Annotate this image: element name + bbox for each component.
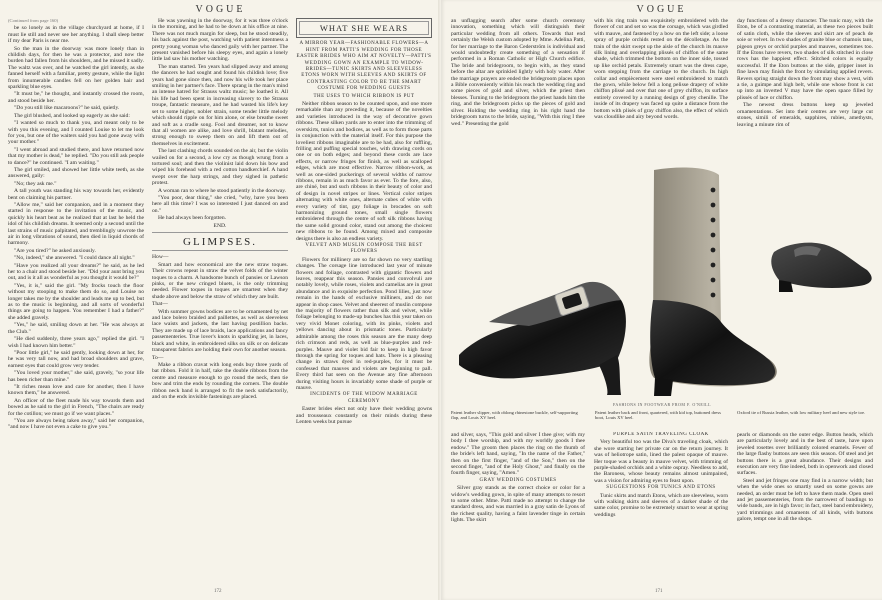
paragraph: "You poor, dear thing," she cried, "why, have you been here all this time? I was so interested I just danced on and on." [152, 194, 288, 214]
paragraph: with his ring train was exquisitely embroidered with the flower of cut and set so was the corsage, which was girdled with mauve, and fastened by a bow on the left side; a loose spray of purple orchids rested on the décolletage. As the train of the skirt swept up the aisle of the church its mauve silk lining and overlapping plissés of chiffon of the same shade, which trimmed the bottom on the inner side, tossed up like orchid petals. Extremely smart was the dress cape, worn stepping from the carriage to the church. Its high collar and empiècement were steel embroidered to match the gown, while below fell a long pelisse drapery of white chiffon plissé and over that one of grey chiffon, its surface entirely covered by a running design of grey chenille. The inside of its drapery was faced up quite a distance from the bottom with plisés of gray chiffon also, the effect of which was cloudlike and airy beyond words. [594, 18, 728, 121]
paragraph: be so lonely as in the village churchyard at home, if I must lie still and never see her anything. I shall sleep better if my dear Paris is near me. [8, 25, 144, 45]
section-subhead: GRAY WEDDING COSTUMES [479, 477, 557, 483]
divider [152, 232, 288, 233]
paragraph: The newest dress buttons keep up jeweled ornamentations. Set into their centres are very large cut stones, simili of emeralds, sapphires, rubies, amethysts, leaving a minute rim of [737, 102, 873, 128]
paragraph: So the man in the doorway was more lonely than in childish days, for then he was a protector, and now the burden had fallen from his shoulders, and he missed it sadly. The waltz was over, and he watched the girl intently, as she fanned herself with a familiar, pretty gesture, while the light from innumerable candles fell on her golden hair and sparkling blue eyes. [8, 45, 144, 91]
paragraph: The last clashing chords sounded on the air, but the violin wailed on for a second, a low cry as though wrung from a tortured soul; and then the violinist laid down his bow and wiped his forehead with a red cotton handkerchief. A hand swept over the harp strings, and they sighed in pathetic protest. [152, 148, 288, 187]
paragraph: The man started. Ten years had slipped away and among the dancers he had sought and found his childish love; five years had gone since then, and now his wife took her place smiling in her partner's face. There sprang in the man's mind an intense hatred for Strauss waltz music; he loathed it. All his life had been spent in increasing slavery to the Strauss troupe, fantastic measure, and he had wasted his life's key set to some higher, nobler strain, some tender little melody which should ripple on for him alone, or else breathe sweet and soft as a cradle song. Fool and dreamer, not to know that all women are alike, and love shrill, blatant melodies, strong enough to sweep them on and lift them out of themselves in excitement. [152, 63, 288, 147]
slipper-shoe [459, 282, 626, 395]
paragraph: "It must be," he thought, and instantly crossed the room, and stood beside her. [8, 91, 144, 104]
what-she-wears-title: WHAT SHE WEARS [299, 21, 429, 35]
section-subhead: INCIDENTS OF THE WIDOW MARRIAGE CEREMONY [310, 392, 418, 404]
section-subhead: VELVET AND MUSLIN COMPOSE THE BEST FLOWERS [305, 243, 423, 255]
how-heading: How— [152, 254, 169, 261]
column-story-1 [8, 18, 144, 584]
paragraph: "Do you still like macaroons?" he said, quietly. [14, 105, 120, 112]
paragraph: The girl smiled, and showed her little white teeth, as she answered, gaily: [8, 166, 144, 180]
column-story-2 [152, 18, 288, 584]
what-she-wears-box [296, 18, 432, 38]
paragraph: "Yes, it is," said the girl. "My frocks touch the floor without my stooping to make them do so, and Louise no longer takes me by the shoulder and leads me up to bed, but as to the music is beginning, and all sorts of wonderful things are going to happen. You remember I had a father?" she added gravely. [8, 282, 144, 321]
paragraph: "Allow me," said her companion, and in a moment they started in response to the invitation of the music, and quickly his heart beat as he realized that at last he held the idol of his childish dreams. It seemed only a second until the last strains of music palpitated, and tremblingly unwrote the air in long vibrations of sound, then died in liquid chords of harmony. [8, 201, 144, 247]
paragraph: "I wanted so much to thank you, and meant only to be with you this evening, and I counted Louise to let me look for you, but one of the waiters said you had gone away with your mother." [8, 120, 144, 146]
paragraph: Very beautiful too was the Diva's traveling cloak, which she wore starting her private car on the return journey. It was of heliotrope satin, lined the palest opaque of mauve. Her toque was a beauty in mauve velvet, with trimming of purple-shaded orchids and a white ospray. Needless to add, the Baroness, whose beauty remains almost unimpaired, was a vision for admiring eyes to feast upon. [594, 439, 728, 484]
boot-caption: Patent leather back and front, quartered, with kid top, buttoned dress boot, Louis XV heel. [595, 410, 721, 421]
column-7 [451, 432, 585, 582]
paragraph: An officer of the fleet made his way towards them and bowed as he said to the girl in French, "The chairs are ready for the cotillon; we must go if we want places." [8, 397, 144, 417]
paragraph: A woman ran to where he stood patiently in the doorway. [158, 187, 287, 194]
column-8 [594, 432, 728, 582]
oxford-caption: Oxford tie of Russia leather, with low military heel and new style toe. [737, 410, 866, 415]
to-paragraph: Make a ribbon cravat with long ends buy three yards of bat ribbon. Fold it in half, take the double ribbons from the centre and measure enough to go round the neck, then tie bow and trim the ends by rounding the corners. The double ribbon neck band is arranged to fit the neck satisfactorily, and on the ends invisible fastenings are placed. [152, 361, 288, 400]
paragraph: Steel and jet fringes one may find in a narrow width; but when the wide ones so smartly used on some gowns are needed, an order must be left to have them made. Open steel and jet passementeries, from the narrowest of bandings to wide bands, are in high favor; in fact, steel band embroidery, yard trimmings and ornaments of all kinds, with buttons galore, tempt one in all the shops. [737, 477, 873, 523]
paragraph: "You loved your mother," she said, gravely, "so your life has been richer than mine." [8, 370, 144, 383]
paragraph: "You are always being taken away," said her companion, "and now I have not even a cake to give you." [8, 417, 144, 431]
photo-caption: FASHIONS IN FOOTWEAR FROM F. O'NEILL [612, 402, 712, 407]
paragraph: and silver, says, "This gold and silver I thee give; with my body I thee worship, and with my worldly goods I thee endow." The groom then places the ring on the thumb of the bride's left hand, saying, "In the name of the Father," then on the first finger, "and of the Son," then on the second finger, "and of the Holy Ghost," and finally on the fourth finger, saying, "Amen." [451, 432, 585, 477]
paragraph: "Poor little girl," he said gently, looking down at her, for he was very tall now, and had broad shoulders and grave, earnest eyes that could grow very tender. [8, 349, 144, 369]
that-paragraph: With summer gowns bodices are to be ornamented by net and lace bolero braided and paillettes, as well as sleeveless lace waists and jackets, the last having postillion backs. They are made up of lace braids, lace applications and fancy passementeries. True lover's knots in sparkling jet, in laces, black and white, in embroidered silks on silk or on delicate transparent fabrics are holding their own for another season. [152, 308, 288, 354]
section-subhead: A MIRROR YEAR—FASHIONABLE FLOWERS—A HINT FROM PATTI'S WEDDING FOR THOSE EASTER BRIDES WHO AIM AT NOVELTY—PATTI'S WEDDING GOWN AN EXAMPLE TO WIDOW-BRIDES—TUNIC SKIRTS AND SLEEVELESS ETONS WORN WITH SLEEVES AND SKIRTS OF CONTRASTING COLOR TO BE THE SMART COSTUME FOR WEDDING GUESTS [296, 41, 432, 92]
paragraph: "He died suddenly, three years ago," replied the girl. "I wish I had known him better." [8, 336, 144, 349]
paragraph: The girl blushed, and looked up eagerly as she said: [14, 112, 130, 119]
paragraph: "It riches mean love and care for another, then I have known them," he answered. [8, 383, 144, 397]
shoe-illustration [449, 150, 877, 400]
paragraph: He was yawning in the doorway, for it was three o'clock in the morning, and he had to be down at his office at nine. There was not much margin for sleep, but he stood steadily, his back against the post, watching with patient intentness a pretty young woman who danced gaily with her partner. The present vanished before his sleepy eyes, and again a lonely little lad saw his mother watching. [152, 18, 288, 63]
section-subhead: THE USES TO WHICH RIBBON IS PUT [313, 93, 415, 99]
folio-right: 171 [655, 589, 663, 594]
continued-note: (Continued from page 160) [8, 18, 59, 23]
glimpses-title: GLIMPSES. [183, 236, 257, 248]
paragraph: A tall youth was standing his way towards her, evidently bent on claiming his partner. [8, 188, 144, 201]
paragraph: an unflagging search after some church ceremony innovation, something which will distinguish their particular wedding from all others. Towards that end certainly the Welsh custom adopted by Mme. Adelina Patti, for her marriage to the Baron Cederström is individual and would undoubtedly create something of a sensation if performed in a Roman Catholic or High Church edifice. The bride and bridegroom, to begin with, as they stand before the altar are sprinkled lightly with holy water. After the marriage prayers are ended the bridegroom places upon a Bible conveniently within his reach the wedding ring and some pieces of gold and silver, which the priest then blesses. Turning to the bridegroom the priest hands him the ring, and the bridegroom picks up the pieces of gold and silver. Holding the wedding ring in his right hand the bridegroom turns to the bride, saying, "With this ring I thee wed." Presenting the gold [451, 18, 585, 127]
paragraph: "No, indeed," she answered. "I could dance all night." [14, 255, 135, 262]
paragraph: "No; they ask me." [14, 180, 57, 187]
that-heading: That— [152, 301, 168, 308]
paragraph: He had always been forgotten. [158, 215, 227, 222]
to-heading: To— [152, 354, 164, 361]
divider [152, 250, 288, 251]
paragraph: "I went abroad and studied there, and have returned now that my mother is dead," he replied. "Do you still ask people to dance?" he continued. "I am waiting." [8, 146, 144, 166]
paragraph: Silver gray stands as the correct choice or color for a widow's wedding gown, in spite of many attempts to resort to some other. Mme. Patti made no attempt to change the standard dress, and was married in a gray satin de Lyons of the richest quality, having a faint lavender tinge in certain lights. The skirt [451, 485, 585, 524]
running-head-right: VOGUE [636, 4, 687, 15]
paragraph: day functions of a dressy character. The tunic may, with the Eton, be of a contrasting material, as these two pieces built of satin cloth, while the sleeves and skirt are of peach de soie or velvet. In two shades of granite blue or chamois tans, pigeon greys or orchid purples and mauves, sometimes too. If the Etons have revers, two shades of silk stitched in close rows has the happiest effect. Stitched colors is equally successful. If the Eton buttons at the side, gripper inset in fine lawn may finish the front by simulating applied revers. Revers spring straight down the front may show a vest, with a tie, a guimpe and high belt, while one whose front is cut up into an inverted V may have the open space filled by plissés of lace or chiffon. [737, 18, 873, 101]
column-9 [737, 432, 873, 582]
running-head-left: VOGUE [195, 4, 246, 15]
paragraph: Easter brides elect not only have their wedding gowns and trousseaux constantly on their minds during these Lenten weeks but pursue [296, 406, 432, 425]
paragraph: "Have you realized all your dreams?" he said, as he led her to a chair and stood beside her. "Did your aunt bring you out, and is it all as wonderful as you thought it would be?" [8, 262, 144, 282]
button-boot [649, 168, 776, 396]
right-page [441, 0, 882, 600]
story-end: END. [213, 222, 227, 229]
section-subhead: PURPLE SATIN TRAVELING CLOAK [613, 432, 709, 437]
paragraph: Tunic skirts and match Etons, which are sleeveless, worn with walking skirts and sleeves of a darker shade of the same color, promise to be extremely smart to wear at spring weddings [594, 492, 728, 518]
column-what-she-wears [296, 18, 432, 584]
slipper-caption: Patent leather slipper, with oblong rhinestone buckle, self-supporting flap, and Louis XV heel. [451, 410, 578, 421]
paragraph: Flowers for millinery are so far shown no very startling changes. The corsage line introduced last year of minute flowers and foliage, contrasted with gigantic flowers and leaves, reappear this season. Pansies and convolvuli are notably lovely, while roses, violets and camelias are in great abundance and in exquisite perfection. Pond lilies, just now remain in the hands of exclusive milliners, and do not appear in shop cases. Velvet and sheerest of muslin compose the majority of flowers rather than silk and velvet, while foliage belonging to made-up bunches has this year taken on very vivid Monet coloring, with its pinks, violets and yellows dancing about in prismatic tones. Particularly admirable among the roses this season are the many deep rich crimson and reds, as well as blue-purples and red-purples. Mauve and violet bid fair to keep in high favor through the spring for toques and hats. There is a pleasing change in straws dyed in red-purples, for it must be confessed that mauves and violets are beginning to pall. Every third hat seen on the Avenue any fine afternoon during visiting hours is invariably some shade of purple or mauve. [296, 256, 432, 391]
paragraph: pearls or diamonds on the outer edge. Button heads, which are particularly lovely and in the best of taste, have upon jeweled rosettes over brilliantly colored enamels. Fewer of the large flashy buttons are seen this season. Of steel and jet buttons there is a great abundance. Their designs and execution are very fine indeed, both in openwork and closed surfaces. [737, 432, 873, 477]
paragraph: "Yes," he said, smiling down at her. "He was always at the Club." [8, 322, 144, 335]
section-subhead: SUGGESTIONS FOR TUNICS AND ETONS [606, 485, 716, 491]
oxford-shoe [771, 243, 871, 292]
paragraph: Neither ribbon season to be counted upon, and one more remarkable than any preceding it, because of the novelties and varieties introduced in the way of decorative gown ribbons. These silken yards are to enter into the trimming of overskirts, tunics and bodices, as well as to form those parts in conjunction with the material itself. For this purpose the loveliest ribbons imaginable are to be had, also for ruffling, frilling and puffing special touches, with drawing cords on one or on both edges; and beyond these cords are lace effects, or narrow fringes for finish, as well as scalloped edges, which are most effective. Narrow ribbon-work, as well as one-sided puckerings of several widths of narrow ribbons, remain in as much favor as ever. To the fore, also, are chiné, but and such ribbons in their beauty of color and of design in novel stripes or lines. Vertical color stripes alternating with white ones, alternate cubes of white with every variety of tint, gay foliage in brocades on soft harmonizing ground tones, small single flowers embroidered through the centre of soft silk ribbons having the same solid ground color, stand out among the choicest new ribbons to be found. Among mixed and composite designs there is also an endless variety. [296, 101, 432, 242]
how-paragraph: Smart and how economical are the new straw toques. Their crowns repeat in straw the velvet folds of the winter toques to a charm. A handsome bunch of pansies or Lawson pinks, or the new cringed bluets, is the only trimming needed. Flower toques in toques are smartest when they shade above and below the straw of which they are built. [152, 261, 288, 300]
folio-left: 172 [214, 589, 222, 594]
paragraph: "Are you tired?" he asked anxiously. [14, 247, 96, 254]
